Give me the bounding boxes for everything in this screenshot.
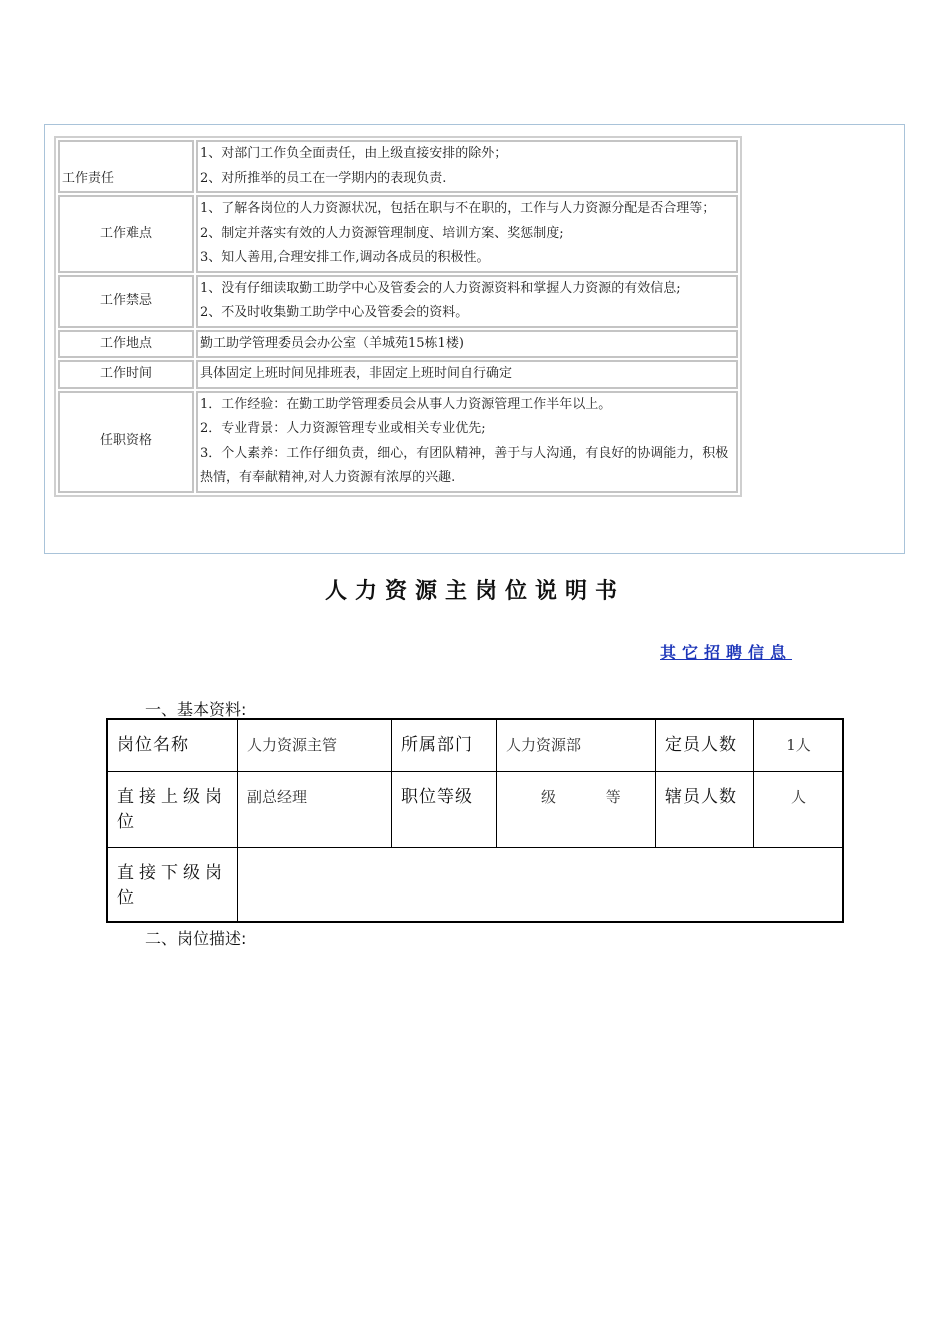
row-content [196, 195, 738, 273]
table-row [58, 140, 738, 193]
superior-label: 直接上级岗位 [107, 771, 238, 847]
row-content [196, 391, 738, 493]
content-line: 2．专业背景：人力资源管理专业或相关专业优先; [200, 421, 486, 436]
table-row [58, 391, 738, 493]
position-name-label: 岗位名称 [107, 719, 238, 771]
content-line: 1、对部门工作负全面责任，由上级直接安排的除外； [200, 146, 508, 161]
content-line: 3、知人善用,合理安排工作,调动各成员的积极性。 [200, 250, 490, 265]
table-row [58, 275, 738, 328]
section-heading-basic: 一、基本资料: [145, 700, 247, 719]
content-line: 2、对所推举的员工在一学期内的表现负责. [200, 170, 447, 186]
content-line: 2、不及时收集勤工助学中心及管委会的资料。 [200, 305, 469, 320]
row-content [196, 140, 738, 193]
content-line: 2、制定并落实有效的人力资源管理制度、培训方案、奖惩制度; [200, 225, 564, 241]
row-content [196, 330, 738, 359]
job-duty-table [54, 136, 742, 497]
row-label: 工作地点 [58, 330, 194, 359]
grade-rank: 等 [605, 787, 621, 806]
content-line: 3．个人素养：工作仔细负责，细心，有团队精神，善于与人沟通，有良好的协调能力，积极热情，有奉献精神,对人力资源有浓厚的兴趣. [200, 445, 729, 485]
subordinates-label: 辖员人数 [656, 771, 754, 847]
superior-value: 副总经理 [238, 771, 392, 847]
direct-reports-label: 直接下级岗位 [107, 847, 238, 922]
row-label: 工作时间 [58, 360, 194, 389]
table-row [58, 330, 738, 359]
table-row [58, 360, 738, 389]
section-heading-description: 二、岗位描述: [145, 929, 247, 948]
row-label: 工作难点 [58, 195, 194, 273]
content-line: 勤工助学管理委员会办公室（羊城苑15栋1楼) [200, 335, 464, 351]
grade-label: 职位等级 [392, 771, 497, 847]
other-recruitment-link[interactable]: 其它招聘信息 [660, 643, 793, 662]
position-name-value: 人力资源主管 [238, 719, 392, 771]
row-label: 任职资格 [58, 391, 194, 493]
table-row [107, 771, 843, 847]
grade-level: 级 [540, 787, 556, 806]
content-line: 具体固定上班时间见排班表，非固定上班时间自行确定 [200, 366, 513, 381]
content-line: 1、没有仔细读取勤工助学中心及管委会的人力资源资料和掌握人力资源的有效信息; [200, 280, 681, 296]
row-label: 工作责任 [58, 140, 194, 193]
row-content [196, 275, 738, 328]
table-row [107, 719, 843, 771]
headcount-label: 定员人数 [656, 719, 754, 771]
content-line: 1、了解各岗位的人力资源状况，包括在职与不在职的，工作与人力资源分配是否合理等； [200, 201, 716, 216]
basic-info-table [106, 718, 844, 923]
direct-reports-value [238, 847, 844, 922]
headcount-value: 1人 [754, 719, 844, 771]
subordinates-value: 人 [754, 771, 844, 847]
department-label: 所属部门 [392, 719, 497, 771]
page-title: 人力资源主岗位说明书 [324, 579, 625, 604]
table-row [58, 195, 738, 273]
content-line: 1．工作经验：在勤工助学管理委员会从事人力资源管理工作半年以上。 [200, 396, 612, 412]
row-content [196, 360, 738, 389]
table-row [107, 847, 843, 922]
department-value: 人力资源部 [497, 719, 656, 771]
grade-value [497, 771, 656, 847]
row-label: 工作禁忌 [58, 275, 194, 328]
